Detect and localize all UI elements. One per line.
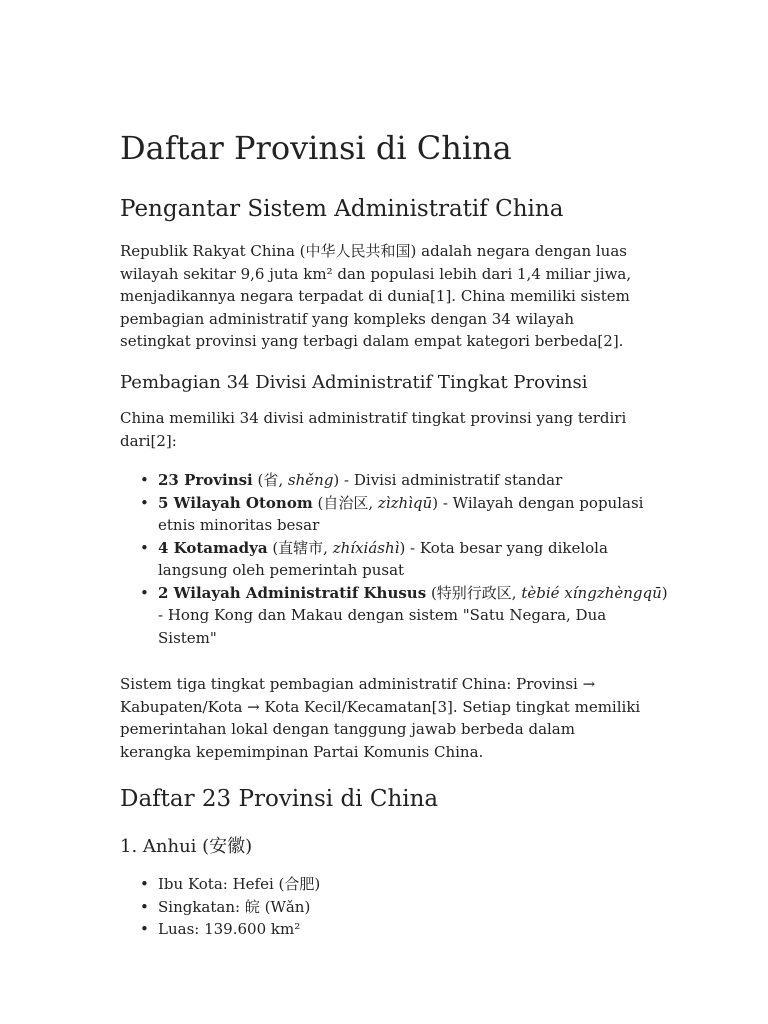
page-title: Daftar Provinsi di China: [120, 129, 512, 167]
bullet-icon: •: [140, 583, 149, 602]
item-desc-cont: etnis minoritas besar: [158, 516, 320, 534]
list-item: [140, 469, 660, 492]
list-item: [140, 896, 660, 919]
list-item: [140, 873, 660, 896]
bullet-icon: •: [140, 493, 149, 512]
item-paren: (特别行政区,: [426, 583, 522, 602]
item-pinyin: zìzhìqū: [377, 493, 433, 512]
item-desc-cont: - Hong Kong dan Makau dengan sistem "Satu Negara, Dua: [158, 606, 607, 624]
intro-paragraph: [120, 240, 650, 353]
text-line: pembagian administratif yang kompleks dengan 34 wilayah: [120, 309, 575, 328]
list-item: [140, 492, 660, 537]
text-line: setingkat provinsi yang terbagi dalam empat kategori berbeda[2].: [120, 332, 624, 350]
section-heading-intro: Pengantar Sistem Administratif China: [120, 196, 564, 222]
list-item: [140, 537, 660, 582]
text-line: dari[2]:: [120, 431, 177, 450]
bullet-icon: •: [140, 875, 149, 893]
item-desc-cont: Sistem": [158, 628, 217, 647]
text-line: menjadikannya negara terpadat di dunia[1]. China memiliki sistem: [120, 287, 630, 305]
detail-area: Luas: 139.600 km²: [158, 920, 301, 938]
text-line: Republik Rakyat China (中华人民共和国) adalah negara dengan luas: [120, 242, 627, 260]
divisions-list: [140, 469, 668, 649]
bullet-icon: •: [140, 471, 149, 489]
text-line: Kabupaten/Kota → Kota Kecil/Kecamatan[3]. Setiap tingkat memiliki: [120, 697, 641, 716]
item-paren: (自治区,: [312, 493, 378, 512]
item-pinyin: zhíxiáshì: [332, 538, 400, 557]
text-line: China memiliki 34 divisi administratif tingkat provinsi yang terdiri: [120, 409, 627, 427]
item-pinyin: tèbié xíngzhèngqū: [521, 583, 662, 602]
bullet-icon: •: [140, 920, 149, 938]
text-line: kerangka kepemimpinan Partai Komunis China.: [120, 742, 484, 761]
item-desc: ) - Divisi administratif standar: [333, 471, 563, 489]
item-desc: ): [661, 583, 668, 602]
text-line: wilayah sekitar 9,6 juta km² dan populasi lebih dari 1,4 miliar jiwa,: [120, 264, 632, 283]
item-desc-cont: langsung oleh pemerintah pusat: [158, 561, 405, 579]
anhui-details-list: [140, 873, 660, 941]
section-heading-provinces: Daftar 23 Provinsi di China: [120, 786, 439, 812]
list-item: [140, 918, 660, 941]
system-paragraph: [120, 673, 650, 763]
detail-abbreviation: Singkatan: 皖 (Wǎn): [158, 897, 311, 916]
item-term: 4 Kotamadya: [158, 538, 268, 557]
subsection-heading-divisions: Pembagian 34 Divisi Administratif Tingkat Provinsi: [120, 372, 588, 393]
item-paren: (省,: [252, 471, 288, 489]
text-line: pemerintahan lokal dengan tanggung jawab berbeda dalam: [120, 720, 575, 738]
item-term: 23 Provinsi: [158, 471, 253, 489]
bullet-icon: •: [140, 538, 149, 557]
item-desc: ) - Kota besar yang dikelola: [399, 538, 608, 557]
item-term: 5 Wilayah Otonom: [158, 493, 313, 512]
bullet-icon: •: [140, 897, 149, 916]
item-paren: (直辖市,: [267, 538, 333, 557]
text-line: Sistem tiga tingkat pembagian administratif China: Provinsi →: [120, 675, 596, 693]
province-heading-anhui: 1. Anhui (安徽): [120, 836, 253, 857]
divisions-intro-paragraph: [120, 407, 650, 452]
item-desc: ) - Wilayah dengan populasi: [432, 493, 644, 512]
detail-capital: Ibu Kota: Hefei (合肥): [158, 875, 321, 893]
list-item: [140, 582, 668, 650]
item-term: 2 Wilayah Administratif Khusus: [158, 583, 427, 602]
item-pinyin: shěng: [287, 471, 334, 489]
